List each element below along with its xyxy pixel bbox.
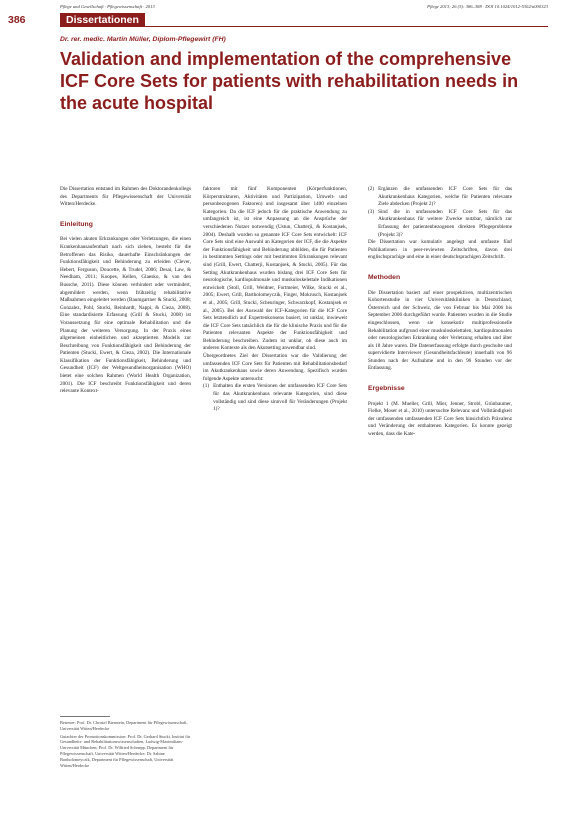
column-3-paragraph: Die Dissertation war kumulativ angelegt und umfasste fünf Publikationen in peer-reviewten Zeitschriften, davon drei englischsprachige und eine in einer deutschsprachigen Zeitschrift. [368,239,512,261]
list-text: Ergänzen die umfassenden ICF Core Sets für das Akutkrankenhaus Kategorien, welche für Patienten relevante Ziele abdecken (Projekt 2)? [378,186,512,208]
running-header-right: Pflege 2013; 26 (5): 386–388 · DOI 10.1024/1012-5302/a000323 [427,4,548,9]
column-2-paragraph: faktoren mit fünf Komponenten (Körperfunktionen, Körperstrukturen, Aktivitäten und Partizipation, Umwelt- und personbezogenen Faktoren) und insgesamt über 1400 einzelnen Kategorien. Da die ICF jedoch für die praktische Anwendung zu umfangreich ist, ist eine Anpassung an die Ansprüche der verschiedenen Nutzer notwendig (Ustun, Chatterji, & Kostanjsek, 2004). Deshalb wurden so genannte ICF Core Sets entwickelt: ICF Core Sets sind eine Auswahl an Kategorien der ICF, die die Aspekte der Funktionsfähigkeit und Behinderung abbilden, die für Patienten in bestimmten Settings oder mit bestimmten Erkrankungen relevant sind (Grill, Ewert, Chatterji, Kostanjsek, & Stucki, 2005). Für das Setting Akutkrankenhaus wurden bislang drei ICF Core Sets für neurologische, kardiopulmonale und muskuloskelettale Indikationen entwickelt (Stoll, Grill, Weidner, Fortmeier, Wilke, Stucki et al., 2005; Ewert, Grill, Bartholomeyczik, Finger, Mokrusch, Kostanjsek et al., 2005; Grill, Stucki, Scheuringer, Schwarzkopf, Kostanjsek et al., 2005). Bei der Auswahl der ICF-Kategorien für die ICF Core Sets letztendlich auf Expertenkonsens basiert, ist unklar, inwieweit die ICF Core Sets tatsächlich die für die klinische Praxis und für die Patienten relevanten Aspekte der Funktionsfähigkeit und Behinderung beschreiben. Zudem ist unklar, ob diese auch im anderen Kontexte als den Akutsetting anwendbar sind. [203,186,347,352]
heading-ergebnisse: Ergebnisse [368,385,405,393]
article-title: Validation and implementation of the comprehensive ICF Core Sets for patients with rehabilitation needs in the acute hospital [60,49,519,113]
list-item [203,383,347,413]
list-text: Enthalten die ersten Versionen der umfassenden ICF Core Sets für das Akutkrankenhaus relevante Kategorien, sind diese vollständig und sind diese sinnvoll für Veränderungen (Projekt 1)? [213,383,347,413]
list-number: (3) [368,208,375,215]
footnote-rule [60,716,110,717]
einleitung-paragraph: Bei vielen akuten Erkrankungen oder Verletzungen, die einen Krankenhausaufenthalt nach sich ziehen, besteht für die Betroffenen das Risiko, dauerhafte Einschränkungen der Funktionsfähigkeit und Behinderung zu erleiden (Clever, Hebert, Ferguson, Doucette, & Trudel, 2006; Desai, Law, & Needham, 2011; Koopes, Kellen, Glaesko, & van den Bussche, 2011). Diese können verhindert oder vermindert, abgemildert werden, wenn frühzeitig rehabilitative Maßnahmen eingeleitet werden (Baumgartner & Stucki, 2008; Gonzalez, Pohl, Stucki, Reinhardt, Nappi, & Cieza, 2008). Eine standardisierte Erfassung (Grill & Stucki, 2008) ist Voraussetzung für eine optimale Rehabilitation und die Planung der weiteren Versorgung. In der Praxis eines allgemeinen einheitlichen und akzeptierten Modells zur Beschreibung von Funktionsfähigkeit und Behinderung der Patienten (Stucki, Ewert, & Cieza, 2002). Die Internationale Klassifikation der Funktionsfähigkeit, Behinderung und Gesundheit (ICF) der Weltgesundheitsorganisation (WHO) bietet eine solchen Rahmen (World Health Organization, 2001). Die ICF beschreibt Funktionsfähigkeit und deren relevante Kontext- [60,236,191,395]
column-2 [203,186,347,414]
running-header-left: Pflege und Gesellschaft · Pflegewissenschaft · 2013 [60,4,155,9]
footnote [60,716,191,770]
footnote-line: Betreuer: Prof. Dr. Christel Bienstein, Department für Pflegewissenschaft, Universität Witten/Herdecke [60,720,188,731]
column-2-paragraph: Übergeordnetes Ziel der Dissertation war die Validierung der umfassenden ICF Core Sets für Patienten mit Rehabilitationsbedarf im Akutkrankenhaus sowie deren Anwendung. Spezifisch wurden folgende Aspekte untersucht: [203,353,347,382]
column-1 [60,186,191,396]
section-rule [60,26,548,27]
intro-paragraph: Die Dissertation entstand im Rahmen des Doktorandenkollegs des Departments für Pflegewissenschaft der Universität Witten/Herdecke. [60,186,191,208]
list-item [368,186,512,209]
running-header [60,4,548,9]
footnote-line: Gutachter der Promotionskommission: Prof. Dr. Gerhard Stucki, Institut für Gesundheits- und Rehabilitationswissenschaften, Ludwig-Maximilians-Universität München; Prof. Dr. Wilfried Schnepp, Department für Pflegewissenschaft, Universität Witten/Herdecke; Dr. Sabine Bartholomeyczik, Department für Pflegewissenschaft, Universität Witten/Herdecke [60,733,191,768]
list-number: (2) [368,186,375,192]
column-3 [368,186,512,439]
page-number: 386 [8,14,26,26]
heading-einleitung: Einleitung [60,220,93,228]
methoden-paragraph: Die Dissertation basiert auf einer prospektiven, multizentrischen Kohortenstudie in vier Universitätskliniken in Deutschland, Österreich und der Schweiz, die von Februar bis Mai 2006 bis September 2006 durchgeführt wurde. Patienten wurden in die Studie eingeschlossen, wenn sie konsekutiv multiprofessionelle Rehabilitation aufgrund einer muskuloskelettalen, kardiopulmonalen oder neurologischen Erkrankung oder Verletzung erhalten und älter als 18 Jahre waren. Die Datenerfassung erfolgte durch geschulte und supervidierte Interviewer (Gesundheitsfachleute) innerhalb von 96 Stunden nach der Aufnahme und in den 96 Stunden vor der Entlassung. [368,289,512,372]
section-label: Dissertationen [60,13,145,27]
list-number: (1) [203,383,210,390]
list-text: Sind die in umfassenden ICF Core Sets für das Akutkrankenhaus für weitere Zwecke nutzbar, nämlich zur Erfassung der patientenbezogenen direkten Pflegeprobleme (Projekt 3)? [378,208,512,238]
ergebnisse-paragraph: Projekt 1 (M. Mueller, Grill, Mier, Jenner, Strobl, Grünbaumer, Fielke, Moser et al., 2010) untersuchte Relevanz und Vollständigkeit der umfassenden umfassenden ICF Core Sets hinsichtlich Prävalenz und Veränderung der enthaltenen Kategorien. Es konnte gezeigt werden, dass die Kate- [368,400,512,438]
list-item [368,209,512,239]
heading-methoden: Methoden [368,273,401,281]
author-line: Dr. rer. medic. Martin Müller, Diplom-Pflegewirt (FH) [60,36,226,43]
